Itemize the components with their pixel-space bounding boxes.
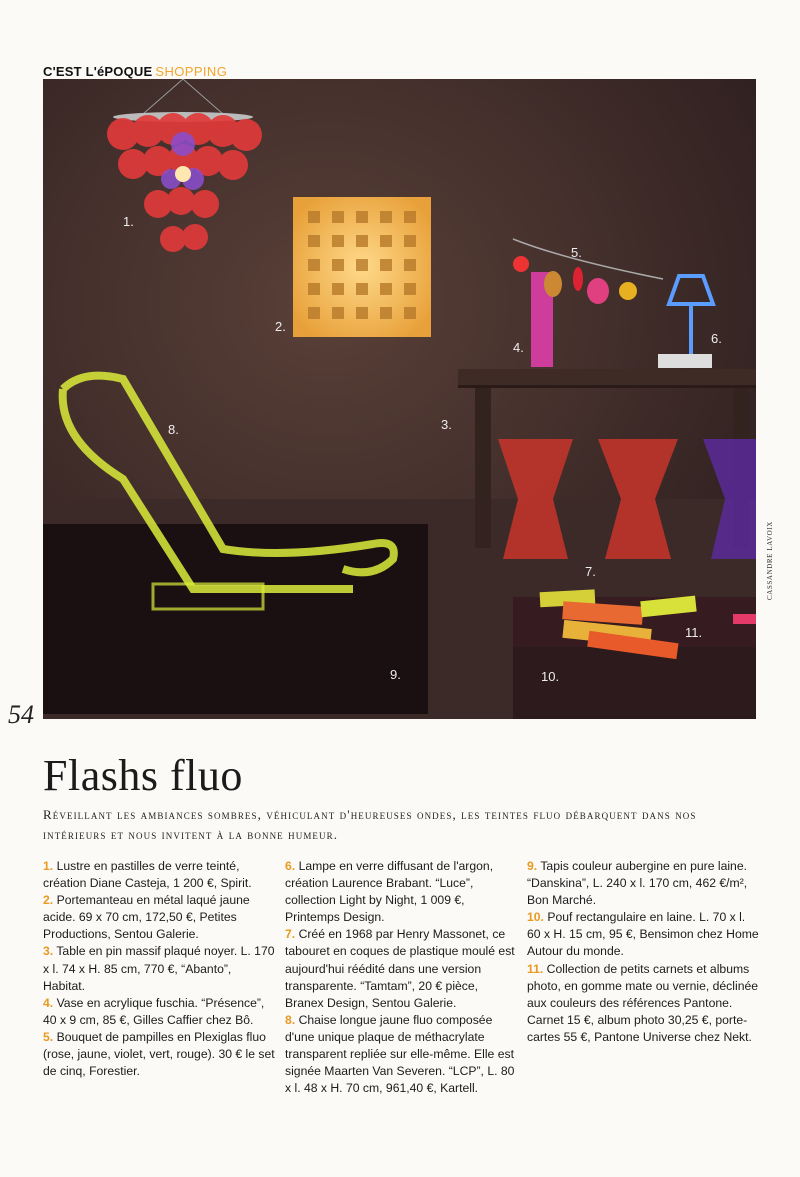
list-item [285, 1012, 517, 1097]
item-number: 3. [43, 944, 54, 959]
photo-credit: CASSANDRE LAVOIX [766, 521, 774, 600]
item-text: Lustre en pastilles de verre teinté, création Diane Casteja, 1 200 €, Spirit. [43, 859, 252, 891]
item-text: Collection de petits carnets et albums photo, en gomme mate ou vernie, déclinée aux couleurs des références Pantone. Carnet 15 €, album photo 30,25 €, porte-cartes 55 €, Pantone Universe chez Nekt. [527, 961, 759, 1044]
item-text: Tapis couleur aubergine en pure laine. “Danskina”, L. 240 x l. 170 cm, 462 €/m², Bon Marché. [527, 859, 748, 908]
list-item [43, 1029, 275, 1080]
interior-photo [43, 79, 756, 719]
label-7: 7. [585, 564, 596, 579]
label-2: 2. [275, 319, 286, 334]
section-name: C'EST L'éPOQUE [43, 64, 153, 79]
list-item [527, 858, 759, 909]
label-5: 5. [571, 245, 582, 260]
list-item [285, 926, 517, 1011]
list-item [43, 892, 275, 943]
item-number: 4. [43, 995, 54, 1010]
list-item [285, 858, 517, 926]
item-number: 11. [527, 961, 544, 976]
label-1: 1. [123, 214, 134, 229]
list-item [527, 961, 759, 1046]
item-number: 10. [527, 910, 544, 925]
item-text: Vase en acrylique fuschia. “Présence”, 40 x 9 cm, 85 €, Gilles Caffier chez Bô. [43, 995, 265, 1027]
label-4: 4. [513, 340, 524, 355]
article-lead: Réveillant les ambiances sombres, véhiculant d'heureuses ondes, les teintes fluo débarquent dans nos intérieurs et nous invitent à la bonne humeur. [43, 807, 697, 842]
item-number: 5. [43, 1029, 54, 1044]
label-11: 11. [685, 625, 703, 640]
item-number: 1. [43, 859, 54, 873]
list-item [43, 995, 275, 1029]
column-3 [527, 858, 759, 1046]
item-text: Portemanteau en métal laqué jaune acide. 69 x 70 cm, 172,50 €, Petites Productions, Sentou Galerie. [43, 893, 250, 942]
photo-illustration [43, 79, 756, 719]
item-number: 6. [285, 859, 296, 873]
article-title: Flashs fluo [43, 751, 243, 800]
column-2 [285, 858, 517, 1097]
list-item [43, 943, 275, 994]
item-text: Table en pin massif plaqué noyer. L. 170 x l. 74 x H. 85 cm, 770 €, “Abanto”, Habitat. [43, 944, 275, 993]
section-kicker [43, 64, 227, 79]
subsection-name: SHOPPING [155, 64, 228, 79]
label-3: 3. [441, 417, 452, 432]
label-10: 10. [541, 669, 560, 684]
item-number: 2. [43, 893, 54, 908]
label-9: 9. [390, 667, 401, 682]
list-item [527, 909, 759, 960]
item-number: 8. [285, 1012, 296, 1027]
page-number: 54 [8, 700, 34, 729]
label-6: 6. [711, 331, 722, 346]
item-text: Lampe en verre diffusant de l'argon, création Laurence Brabant. “Luce”, collection Light by Night, 1 009 €, Printemps Design. [285, 859, 494, 925]
item-text: Chaise longue jaune fluo composée d'une unique plaque de méthacrylate transparent repliée sur elle-même. Elle est signée Maarten Van Severen. “LCP”, L. 80 x l. 48 x H. 70 cm, 961,40 €, Kartell. [285, 1012, 515, 1096]
yellow-panel [293, 197, 431, 337]
list-item [43, 858, 275, 892]
item-text: Bouquet de pampilles en Plexiglas fluo (rose, jaune, violet, vert, rouge). 30 € le set de cinq, Forestier. [43, 1029, 275, 1079]
column-1 [43, 858, 275, 1080]
item-text: Pouf rectangulaire en laine. L. 70 x l. 60 x H. 15 cm, 95 €, Bensimon chez Home Autour du monde. [527, 910, 759, 959]
item-number: 7. [285, 927, 296, 942]
item-number: 9. [527, 859, 538, 873]
label-8: 8. [168, 422, 179, 437]
item-text: Créé en 1968 par Henry Massonet, ce tabouret en coques de plastique moulé est aujourd'hui réédité dans une version transparente. “Tamtam”, 20 € pièce, Branex Design, Sentou Galerie. [285, 927, 515, 1010]
